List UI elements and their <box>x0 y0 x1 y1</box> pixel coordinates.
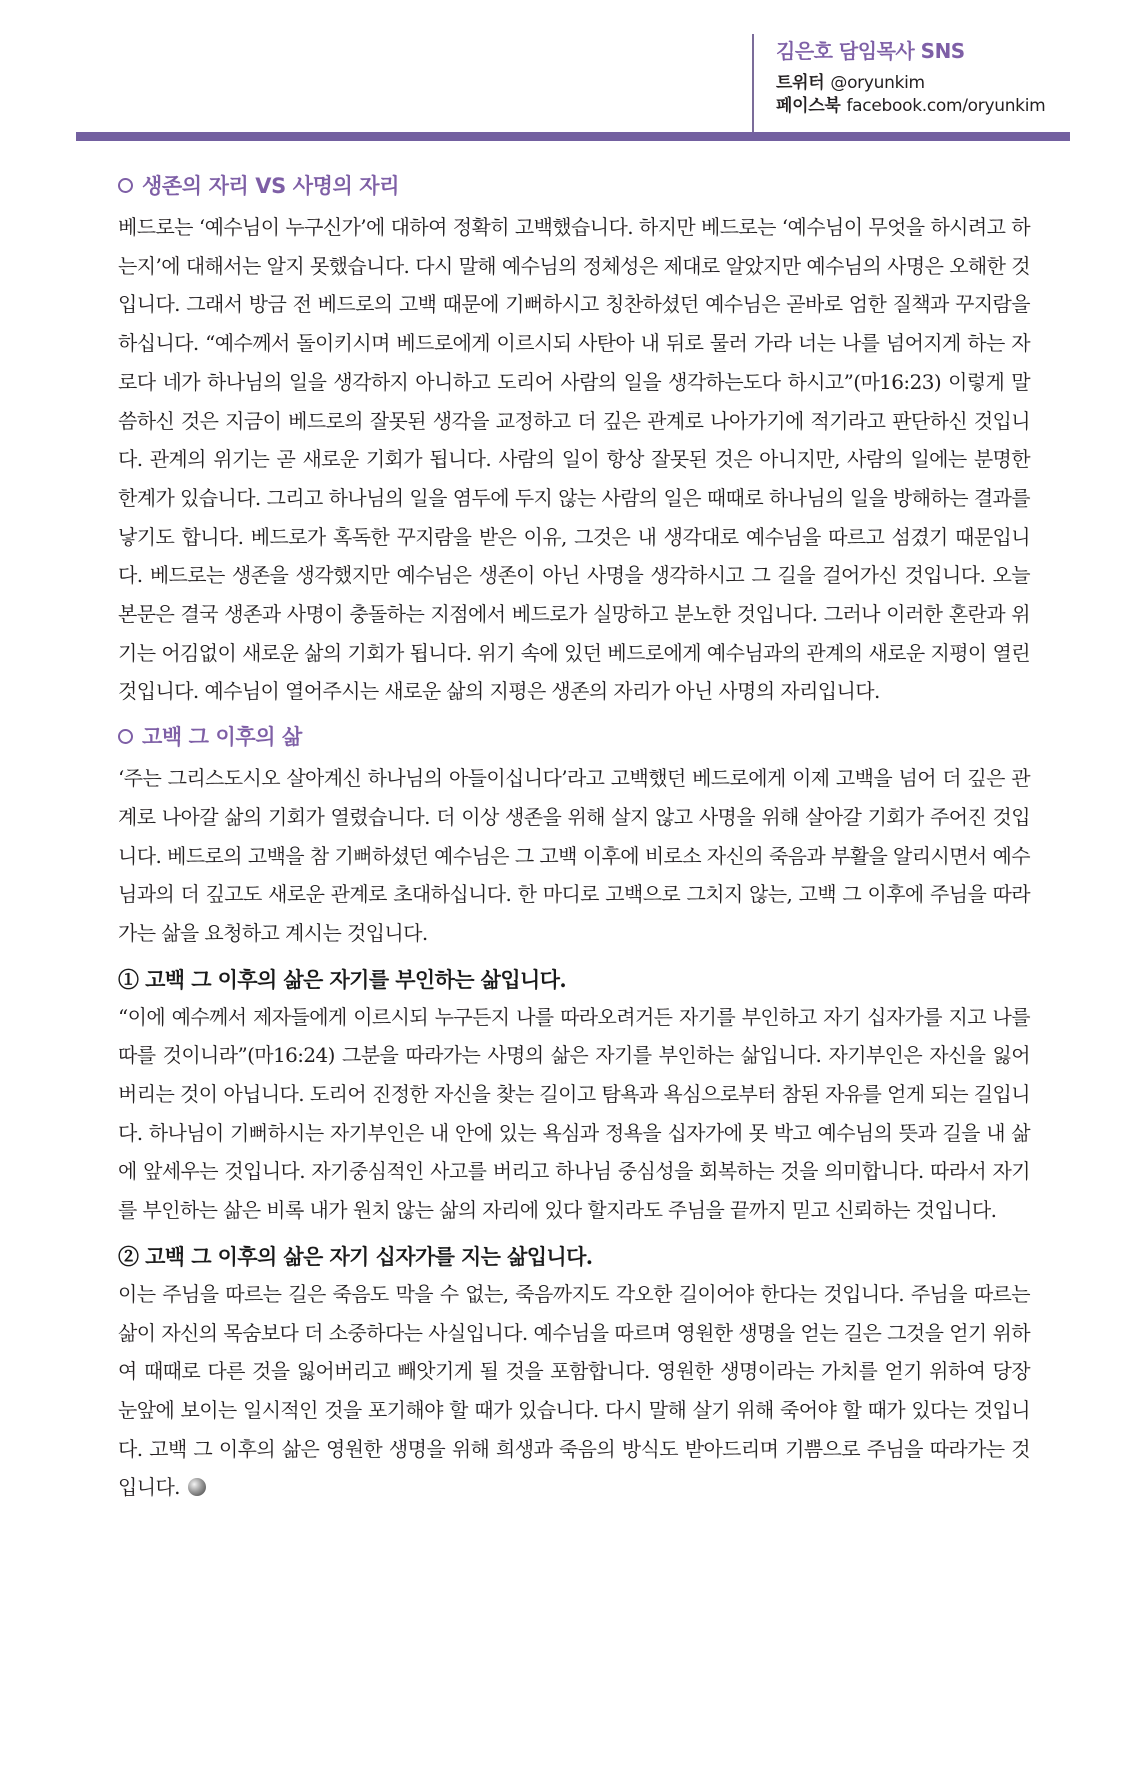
circle-bullet-icon <box>118 729 133 744</box>
facebook-url[interactable]: facebook.com/oryunkim <box>846 96 1046 116</box>
point-paragraph-text: 이는 주님을 따르는 길은 죽음도 막을 수 없는, 죽음까지도 각오한 길이어야 한다는 것입니다. 주님을 따르는 삶이 자신의 목숨보다 더 소중하다는 사실입니다. 예수님을 따르며 영원한 생명을 얻는 길은 그것을 얻기 위하여 때때로 다른 것을 잃어버리고 빼앗기게 될 것을 포함합니다. 영원한 생명이라는 가치를 얻기 위하여 당장 눈앞에 보이는 일시적인 것을 포기해야 할 때가 있습니다. 다시 말해 살기 위해 죽어야 할 때가 있다는 것입니다. 고백 그 이후의 삶은 영원한 생명을 위해 희생과 죽음의 방식도 받아드리며 기쁨으로 주님을 따라가는 것입니다. <box>118 1281 1030 1500</box>
point-heading-take-up-cross: ② 고백 그 이후의 삶은 자기 십자가를 지는 삶입니다. <box>118 1243 593 1269</box>
article-body <box>118 168 1030 1515</box>
section-heading-life-after-confession <box>118 719 1030 755</box>
header-rule <box>76 132 1070 141</box>
point-heading-deny-self: ① 고백 그 이후의 삶은 자기를 부인하는 삶입니다. <box>118 966 567 992</box>
page-header <box>0 0 1142 145</box>
sns-title: 김은호 담임목사 SNS <box>776 39 965 63</box>
point-paragraph-last <box>118 1275 1030 1507</box>
section-heading-text: 고백 그 이후의 삶 <box>142 725 302 750</box>
point-paragraph: “이에 예수께서 제자들에게 이르시되 누구든지 나를 따라오려거든 자기를 부인하고 자기 십자가를 지고 나를 따를 것이니라”(마16:24) 그분을 따라가는 사명의 삶은 자기를 부인하는 삶입니다. 자기부인은 자신을 잃어버리는 것이 아닙니다. 도리어 진정한 자신을 찾는 길이고 탐욕과 욕심으로부터 참된 자유를 얻게 되는 길입니다. 하나님이 기뻐하시는 자기부인은 내 안에 있는 욕심과 정욕을 십자가에 못 박고 예수님의 뜻과 길을 내 삶에 앞세우는 것입니다. 자기중심적인 사고를 버리고 하나님 중심성을 회복하는 것을 의미합니다. 따라서 자기를 부인하는 삶은 비록 내가 원치 않는 삶의 자리에 있다 할지라도 주님을 끝까지 믿고 신뢰하는 것입니다. <box>118 1004 1030 1223</box>
facebook-label: 페이스북 <box>776 96 841 116</box>
twitter-row <box>776 72 1126 95</box>
circle-bullet-icon <box>118 178 133 193</box>
sns-info <box>776 38 1126 118</box>
end-mark-icon <box>188 1478 206 1496</box>
section-paragraph: ‘주는 그리스도시오 살아계신 하나님의 아들이십니다’라고 고백했던 베드로에게 이제 고백을 넘어 더 깊은 관계로 나아갈 삶의 기회가 열렸습니다. 더 이상 생존을 위해 살지 않고 사명을 위해 살아갈 기회가 주어진 것입니다. 베드로의 고백을 참 기뻐하셨던 예수님은 그 고백 이후에 비로소 자신의 죽음과 부활을 알리시면서 예수님과의 더 깊고도 새로운 관계로 초대하십니다. 한 마디로 고백으로 그치지 않는, 고백 그 이후에 주님을 따라가는 삶을 요청하고 계시는 것입니다. <box>118 766 1030 945</box>
header-divider <box>752 34 754 132</box>
section-paragraph: 베드로는 ‘예수님이 누구신가’에 대하여 정확히 고백했습니다. 하지만 베드로는 ‘예수님이 무엇을 하시려고 하는지’에 대해서는 알지 못했습니다. 다시 말해 예수님의 정체성은 제대로 알았지만 예수님의 사명은 오해한 것입니다. 그래서 방금 전 베드로의 고백 때문에 기뻐하시고 칭찬하셨던 예수님은 곧바로 엄한 질책과 꾸지람을 하십니다. “예수께서 돌이키시며 베드로에게 이르시되 사탄아 내 뒤로 물러 가라 너는 나를 넘어지게 하는 자로다 네가 하나님의 일을 생각하지 아니하고 도리어 사람의 일을 생각하는도다 하시고”(마16:23) 이렇게 말씀하신 것은 지금이 베드로의 잘못된 생각을 교정하고 더 깊은 관계로 나아가기에 적기라고 판단하신 것입니다. 관계의 위기는 곧 새로운 기회가 됩니다. 사람의 일이 항상 잘못된 것은 아니지만, 사람의 일에는 분명한 한계가 있습니다. 그리고 하나님의 일을 염두에 두지 않는 사람의 일은 때때로 하나님의 일을 방해하는 결과를 낳기도 합니다. 베드로가 혹독한 꾸지람을 받은 이유, 그것은 내 생각대로 예수님을 따르고 섬겼기 때문입니다. 베드로는 생존을 생각했지만 예수님은 생존이 아닌 사명을 생각하시고 그 길을 걸어가신 것입니다. 오늘 본문은 결국 생존과 사명이 충돌하는 지점에서 베드로가 실망하고 분노한 것입니다. 그러나 이러한 혼란과 위기는 어김없이 새로운 삶의 기회가 됩니다. 위기 속에 있던 베드로에게 예수님과의 관계의 새로운 지평이 열린 것입니다. 예수님이 열어주시는 새로운 삶의 지평은 생존의 자리가 아닌 사명의 자리입니다. <box>118 215 1030 704</box>
twitter-label: 트위터 <box>776 73 825 93</box>
twitter-handle[interactable]: @oryunkim <box>830 73 925 93</box>
facebook-row <box>776 95 1126 118</box>
section-heading-survival-vs-mission <box>118 168 1030 204</box>
section-heading-text: 생존의 자리 VS 사명의 자리 <box>142 174 400 198</box>
